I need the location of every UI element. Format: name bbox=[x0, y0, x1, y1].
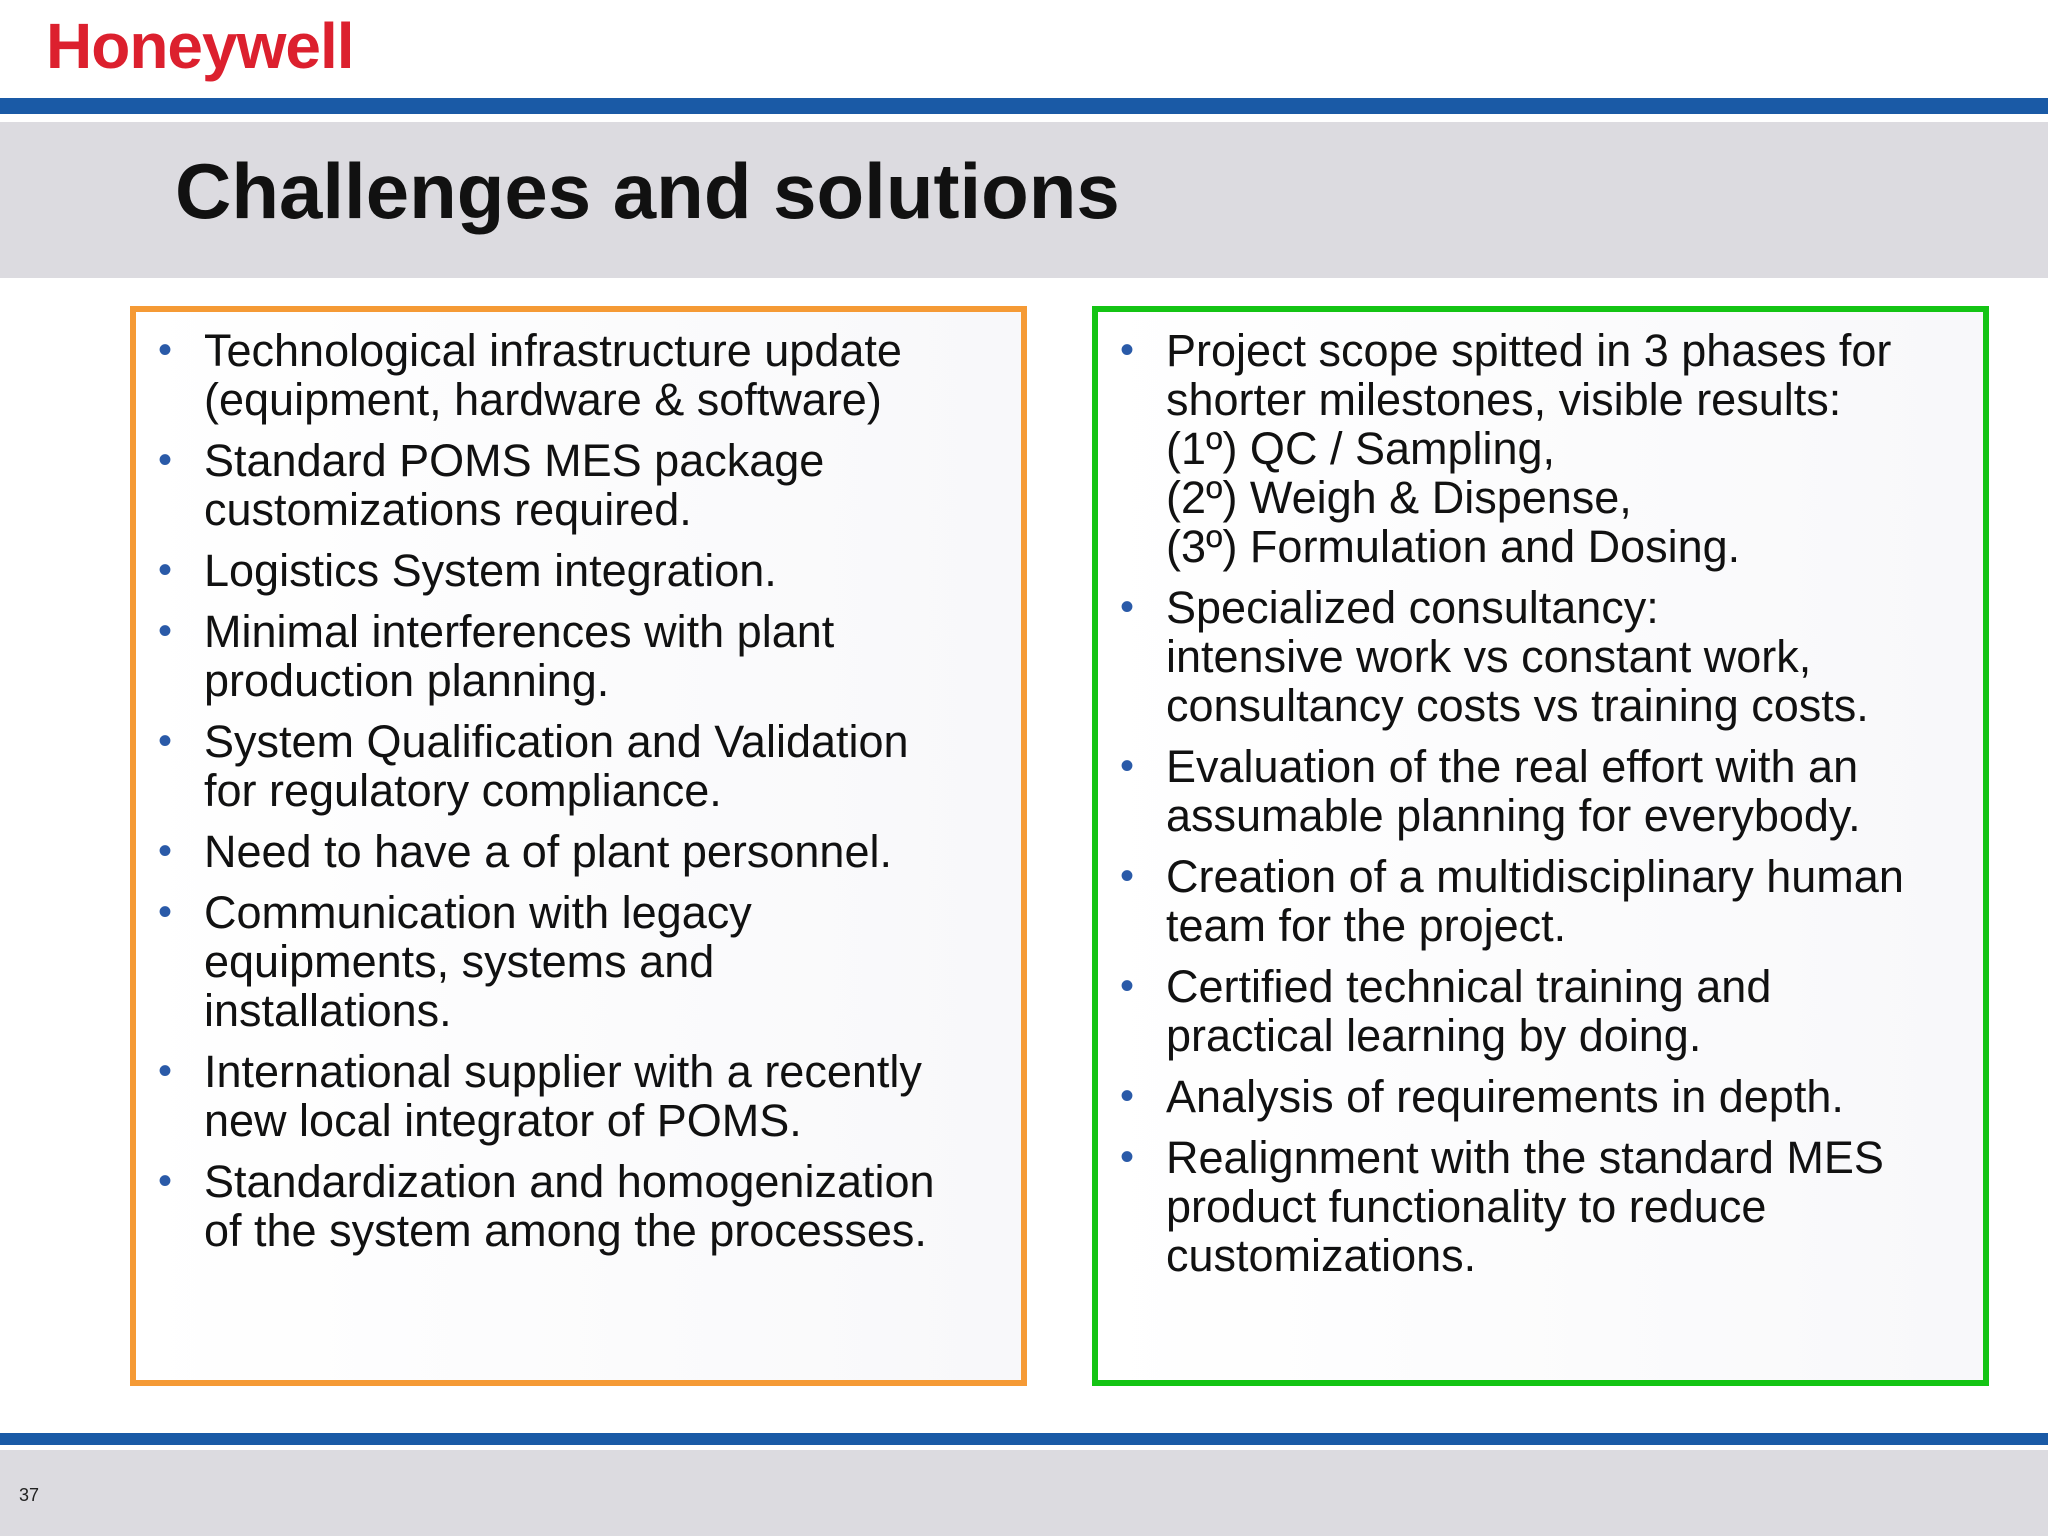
challenge-item bbox=[136, 717, 1021, 815]
challenge-item bbox=[136, 326, 1021, 424]
slide-title: Challenges and solutions bbox=[175, 147, 1120, 235]
bullet-icon: • bbox=[1120, 328, 1135, 372]
solution-item bbox=[1098, 852, 1983, 950]
bullet-icon: • bbox=[1120, 585, 1135, 629]
bullet-icon: • bbox=[1120, 1135, 1135, 1179]
bullet-icon: • bbox=[158, 1049, 173, 1093]
footer-rule bbox=[0, 1433, 2048, 1445]
solutions-box bbox=[1092, 306, 1989, 1386]
bullet-icon: • bbox=[1120, 854, 1135, 898]
solution-item bbox=[1098, 326, 1983, 571]
bullet-icon: • bbox=[158, 328, 173, 372]
bullet-icon: • bbox=[1120, 1074, 1135, 1118]
solution-text: Project scope spitted in 3 phases for shorter milestones, visible results: (1º) QC / Sampling, (2º) Weigh & Dispense, (3º) Formulation and Dosing. bbox=[1166, 325, 1892, 572]
challenge-item bbox=[136, 1157, 1021, 1255]
solution-item bbox=[1098, 1133, 1983, 1280]
challenge-text: System Qualification and Validation for regulatory compliance. bbox=[204, 716, 909, 816]
challenge-text: Logistics System integration. bbox=[204, 545, 777, 596]
honeywell-logo: Honeywell bbox=[46, 10, 354, 82]
challenge-item bbox=[136, 827, 1021, 876]
challenge-text: International supplier with a recently new local integrator of POMS. bbox=[204, 1046, 922, 1146]
challenge-text: Standard POMS MES package customizations required. bbox=[204, 435, 825, 535]
challenge-item bbox=[136, 607, 1021, 705]
solution-text: Specialized consultancy: intensive work vs constant work, consultancy costs vs training costs. bbox=[1166, 582, 1869, 731]
solution-item bbox=[1098, 962, 1983, 1060]
challenges-list bbox=[136, 326, 1021, 1267]
challenge-text: Technological infrastructure update (equipment, hardware & software) bbox=[204, 325, 902, 425]
challenge-text: Need to have a of plant personnel. bbox=[204, 826, 892, 877]
solution-text: Creation of a multidisciplinary human team for the project. bbox=[1166, 851, 1904, 951]
bullet-icon: • bbox=[1120, 964, 1135, 1008]
bullet-icon: • bbox=[158, 719, 173, 763]
challenge-item bbox=[136, 436, 1021, 534]
challenge-text: Standardization and homogenization of the system among the processes. bbox=[204, 1156, 935, 1256]
solution-text: Evaluation of the real effort with an assumable planning for everybody. bbox=[1166, 741, 1861, 841]
solutions-list bbox=[1098, 326, 1983, 1292]
bullet-icon: • bbox=[158, 1159, 173, 1203]
bullet-icon: • bbox=[158, 609, 173, 653]
solution-item bbox=[1098, 1072, 1983, 1121]
solution-item bbox=[1098, 583, 1983, 730]
footer-band bbox=[0, 1450, 2048, 1536]
bullet-icon: • bbox=[158, 548, 173, 592]
page-number: 37 bbox=[19, 1485, 40, 1505]
header-rule bbox=[0, 98, 2048, 114]
bullet-icon: • bbox=[158, 890, 173, 934]
challenge-item bbox=[136, 546, 1021, 595]
solution-text: Analysis of requirements in depth. bbox=[1166, 1071, 1844, 1122]
solution-text: Realignment with the standard MES product functionality to reduce customizations. bbox=[1166, 1132, 1884, 1281]
challenge-item bbox=[136, 888, 1021, 1035]
challenge-text: Minimal interferences with plant production planning. bbox=[204, 606, 835, 706]
challenge-text: Communication with legacy equipments, systems and installations. bbox=[204, 887, 752, 1036]
bullet-icon: • bbox=[1120, 744, 1135, 788]
solution-item bbox=[1098, 742, 1983, 840]
challenges-box bbox=[130, 306, 1027, 1386]
bullet-icon: • bbox=[158, 438, 173, 482]
bullet-icon: • bbox=[158, 829, 173, 873]
challenge-item bbox=[136, 1047, 1021, 1145]
solution-text: Certified technical training and practical learning by doing. bbox=[1166, 961, 1772, 1061]
